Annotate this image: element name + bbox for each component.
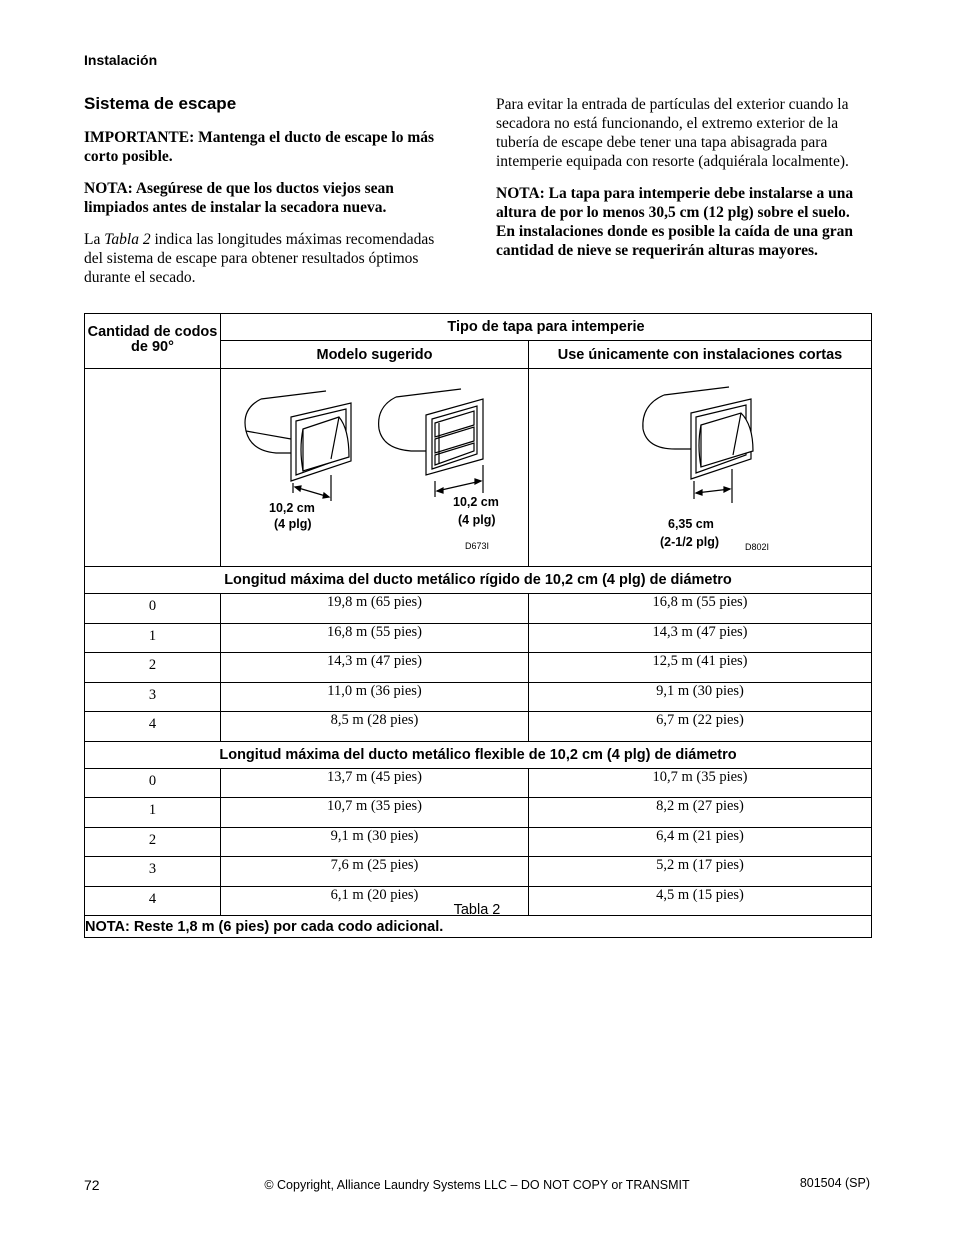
copyright-notice: © Copyright, Alliance Laundry Systems LLC – DO NOT COPY or TRANSMIT xyxy=(264,1178,690,1192)
short-hood-illustration xyxy=(529,369,872,561)
section-title: Sistema de escape xyxy=(84,94,237,113)
elbows-cell: 0 xyxy=(85,768,221,798)
section-label: Instalación xyxy=(84,52,158,68)
short-cell: 5,2 m (17 pies) xyxy=(529,857,872,887)
elbows-cell: 1 xyxy=(85,623,221,653)
suggested-hood-figure xyxy=(221,369,529,567)
dim-c-line2: (2-1/2 plg) xyxy=(660,535,720,549)
short-cell: 8,2 m (27 pies) xyxy=(529,798,872,828)
table-row xyxy=(85,653,872,683)
suggested-cell: 14,3 m (47 pies) xyxy=(221,653,529,683)
short-cell: 6,7 m (22 pies) xyxy=(529,712,872,742)
elbows-cell: 3 xyxy=(85,857,221,887)
table-intro xyxy=(84,230,456,287)
short-cell: 16,8 m (55 pies) xyxy=(529,594,872,624)
figure-code-2: D802I xyxy=(745,542,770,552)
suggested-cell: 10,7 m (35 pies) xyxy=(221,798,529,828)
short-install-header: Use únicamente con instalaciones cortas xyxy=(529,341,872,369)
hood-height-note: NOTA: La tapa para intemperie debe instalarse a una altura de por lo menos 30,5 cm (12 plg) sobre el suelo. En instalaciones donde es posible la caída de una gran cantidad de nieve se requerirán alturas mayores. xyxy=(496,185,854,259)
dim-a-line1: 10,2 cm xyxy=(269,501,315,515)
table-row xyxy=(85,682,872,712)
table-row xyxy=(85,623,872,653)
elbows-cell: 3 xyxy=(85,682,221,712)
suggested-cell: 8,5 m (28 pies) xyxy=(221,712,529,742)
table-row xyxy=(85,594,872,624)
flex-section-title: Longitud máxima del ducto metálico flexible de 10,2 cm (4 plg) de diámetro xyxy=(85,741,872,768)
empty-figure-cell xyxy=(85,369,221,567)
suggested-cell: 13,7 m (45 pies) xyxy=(221,768,529,798)
clean-ducts-note: NOTA: Asegúrese de que los ductos viejos sean limpiados antes de instalar la secadora nueva. xyxy=(84,180,394,216)
suggested-cell: 9,1 m (30 pies) xyxy=(221,827,529,857)
table-row xyxy=(85,857,872,887)
short-cell: 9,1 m (30 pies) xyxy=(529,682,872,712)
short-hood-figure xyxy=(529,369,872,567)
hood-type-header: Tipo de tapa para intemperie xyxy=(221,314,872,341)
elbows-cell: 2 xyxy=(85,827,221,857)
table-reference: Tabla 2 xyxy=(104,231,151,248)
suggested-cell: 6,1 m (20 pies) xyxy=(221,886,529,916)
elbows-cell: 0 xyxy=(85,594,221,624)
suggested-model-header: Modelo sugerido xyxy=(221,341,529,369)
suggested-cell: 19,8 m (65 pies) xyxy=(221,594,529,624)
short-cell: 6,4 m (21 pies) xyxy=(529,827,872,857)
table-row xyxy=(85,827,872,857)
exhaust-length-table xyxy=(84,313,872,938)
figure-code-1: D673I xyxy=(465,541,490,551)
suggested-cell: 16,8 m (55 pies) xyxy=(221,623,529,653)
left-column xyxy=(84,94,456,300)
page-number: 72 xyxy=(84,1177,100,1193)
short-cell: 10,7 m (35 pies) xyxy=(529,768,872,798)
table-intro-suffix: indica las longitudes máximas recomendadas del sistema de escape para obtener resultados óptimos durante el secado. xyxy=(84,231,435,286)
hood-paragraph: Para evitar la entrada de partículas del exterior cuando la secadora no está funcionando, el extremo exterior de la tubería de escape debe tener una tapa abisagrada para intemperie equipada con resorte (adquiérala localmente). xyxy=(496,96,849,170)
table-row xyxy=(85,768,872,798)
right-column xyxy=(496,95,868,273)
dim-a-line2: (4 plg) xyxy=(274,517,312,531)
dim-b-line1: 10,2 cm xyxy=(453,495,499,509)
elbows-cell: 4 xyxy=(85,886,221,916)
elbows-cell: 4 xyxy=(85,712,221,742)
elbows-cell: 1 xyxy=(85,798,221,828)
important-note: IMPORTANTE: Mantenga el ducto de escape lo más corto posible. xyxy=(84,129,435,165)
suggested-hoods-illustration xyxy=(221,369,529,561)
suggested-cell: 7,6 m (25 pies) xyxy=(221,857,529,887)
table-footnote: NOTA: Reste 1,8 m (6 pies) por cada codo adicional. xyxy=(85,916,872,938)
document-number: 801504 (SP) xyxy=(799,1176,870,1190)
table-intro-prefix: La xyxy=(84,231,105,248)
rigid-section-title: Longitud máxima del ducto metálico rígido de 10,2 cm (4 plg) de diámetro xyxy=(85,567,872,594)
table-row xyxy=(85,712,872,742)
short-cell: 4,5 m (15 pies) xyxy=(529,886,872,916)
short-cell: 14,3 m (47 pies) xyxy=(529,623,872,653)
dim-c-line1: 6,35 cm xyxy=(668,517,714,531)
table-row xyxy=(85,798,872,828)
table-caption: Tabla 2 xyxy=(453,902,501,918)
elbows-header: Cantidad de codos de 90° xyxy=(85,314,221,369)
elbows-cell: 2 xyxy=(85,653,221,683)
suggested-cell: 11,0 m (36 pies) xyxy=(221,682,529,712)
dim-b-line2: (4 plg) xyxy=(458,513,496,527)
short-cell: 12,5 m (41 pies) xyxy=(529,653,872,683)
